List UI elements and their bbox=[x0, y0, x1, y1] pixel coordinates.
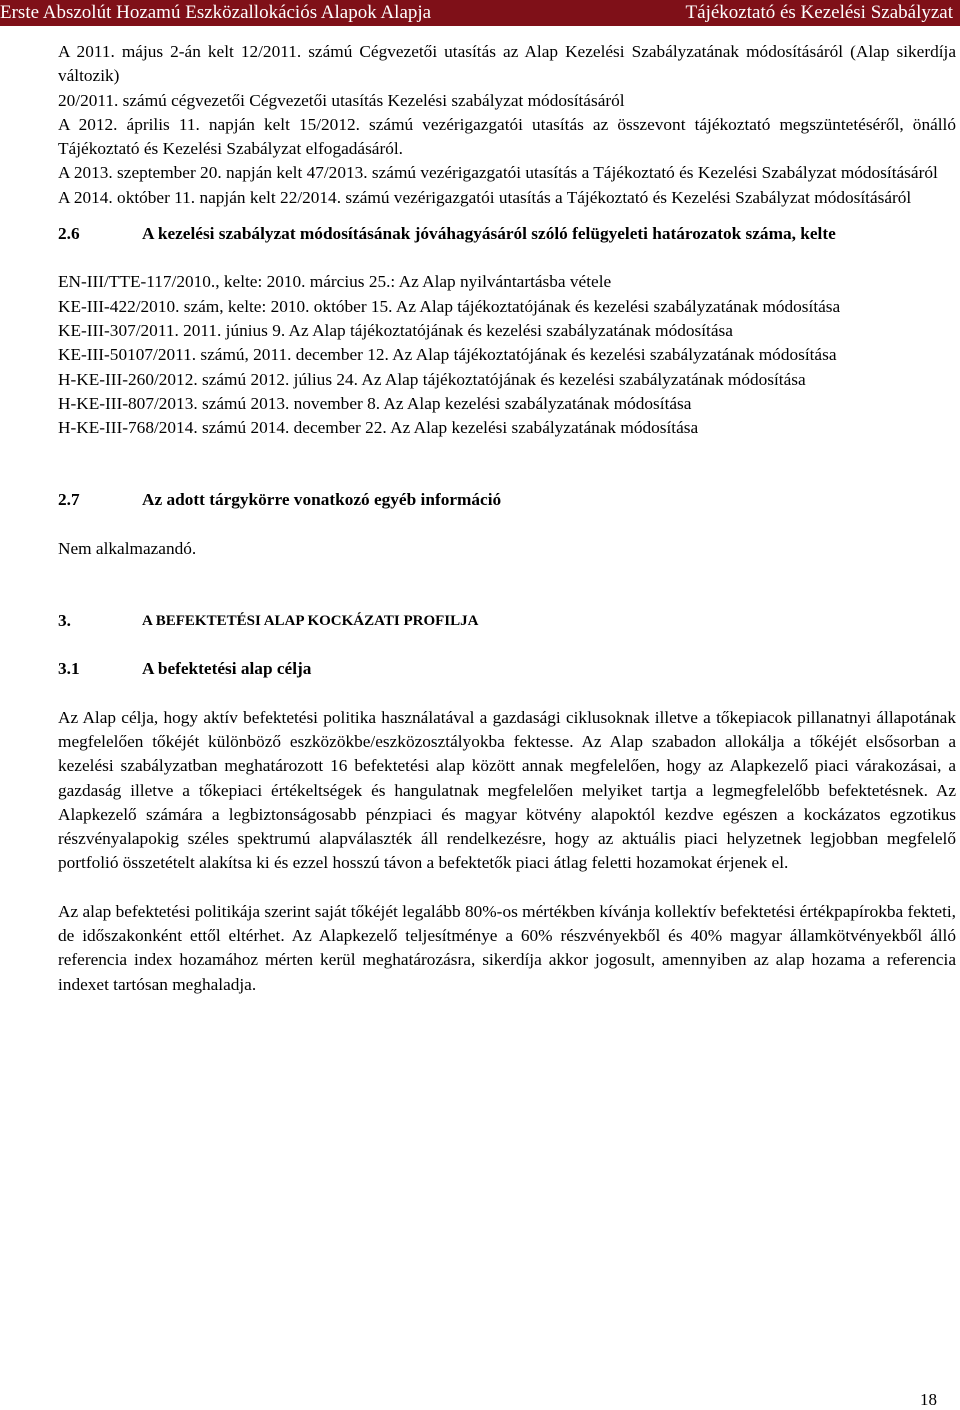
amendment-item: A 2012. április 11. napján kelt 15/2012. számú vezérigazgatói utasítás az összevont tájékoztató megszüntetéséről, önálló Tájékoztató és Kezelési Szabályzat elfogadásáról. bbox=[58, 114, 956, 159]
section-title: A befektetési alap célja bbox=[142, 659, 312, 679]
section-2-6-heading bbox=[58, 222, 956, 246]
approval-item: EN-III/TTE-117/2010., kelte: 2010. március 25.: Az Alap nyilvántartásba vétele bbox=[58, 272, 612, 292]
amendment-item: A 2011. május 2-án kelt 12/2011. számú Cégvezetői utasítás az Alap Kezelési Szabályzatának módosításáról (Alap sikerdíja változik) bbox=[58, 42, 956, 86]
paragraph: Az Alap célja, hogy aktív befektetési politika használatával a gazdasági ciklusoknak illetve a tőkepiacok pillanatnyi állapotának megfelelően tőkéjét különböző eszközökbe/eszközosztályokba fektesse. Az Alap szabadon allokálja a tőkéjét elsősorban a kezelési szabályzatban meghatározott 16 befektetési alap között annak megfelelően, hogy az Alapkezelő piaci várakozásai, a gazdaság illetve a tőkepiaci értékeltségek és hangulatnak megfelelően melyiket tartja a legmegfelelőbb befektetésnek. Az Alapkezelő számára a legbiztonságosabb pénzpiaci és magyar kötvény alapoktól kezdve egészen a kockázatos egzotikus részvényalapokig széles spektrumú alapválaszték áll rendelkezésre, hogy az aktuális piaci helyzetnek legjobban megfelelő portfolió összetételt alakítsa ki és ezzel hosszú távon a befektetők piaci átlag feletti hozamokat érjenek el. bbox=[58, 707, 956, 873]
section-number: 2.7 bbox=[58, 490, 80, 510]
section-number: 2.6 bbox=[58, 224, 80, 244]
amendment-item: 20/2011. számú cégvezetői Cégvezetői utasítás Kezelési szabályzat módosításáról bbox=[58, 90, 625, 110]
section-title: Az adott tárgykörre vonatkozó egyéb információ bbox=[142, 490, 502, 510]
amendment-item: A 2014. október 11. napján kelt 22/2014. számú vezérigazgatói utasítás a Tájékoztató és Kezelési Szabályzat módosításáról bbox=[58, 187, 912, 207]
section-number: 3. bbox=[58, 611, 71, 631]
section-title: A BEFEKTETÉSI ALAP KOCKÁZATI PROFILJA bbox=[142, 613, 479, 630]
header-doc-title: Tájékoztató és Kezelési Szabályzat bbox=[685, 2, 953, 23]
section-2-7-heading bbox=[58, 488, 956, 512]
approval-item: H-KE-III-807/2013. számú 2013. november 8. Az Alap kezelési szabályzatának módosítása bbox=[58, 393, 692, 413]
approval-decisions-list bbox=[58, 270, 956, 440]
section-3-heading bbox=[58, 609, 956, 633]
approval-item: H-KE-III-768/2014. számú 2014. december 22. Az Alap kezelési szabályzatának módosítása bbox=[58, 418, 699, 438]
section-number: 3.1 bbox=[58, 659, 80, 679]
section-title: A kezelési szabályzat módosításának jóváhagyásáról szóló felügyeleti határozatok száma, kelte bbox=[142, 224, 836, 244]
section-2-7-body: Nem alkalmazandó. bbox=[58, 538, 197, 558]
approval-item: KE-III-50107/2011. számú, 2011. december 12. Az Alap tájékoztatójának és kezelési szabályzatának módosítása bbox=[58, 345, 837, 365]
page-number: 18 bbox=[920, 1390, 937, 1409]
page-header bbox=[0, 0, 960, 26]
header-fund-name: Erste Abszolút Hozamú Eszközallokációs Alapok Alapja bbox=[0, 2, 432, 23]
section-3-1-heading bbox=[58, 657, 956, 681]
page-content bbox=[58, 40, 956, 997]
approval-item: H-KE-III-260/2012. számú 2012. július 24. Az Alap tájékoztatójának és kezelési szabályzatának módosítása bbox=[58, 369, 806, 389]
approval-item: KE-III-422/2010. szám, kelte: 2010. október 15. Az Alap tájékoztatójának és kezelési szabályzatának módosítása bbox=[58, 296, 841, 316]
amendment-item: A 2013. szeptember 20. napján kelt 47/2013. számú vezérigazgatói utasítás a Tájékoztató és Kezelési Szabályzat módosításáról bbox=[58, 163, 938, 183]
paragraph: Az alap befektetési politikája szerint saját tőkéjét legalább 80%-os mértékben kívánja kollektív befektetési értékpapírokba fekteti, de időszakonként ettől eltérhet. Az Alapkezelő teljesítménye a 60% részvényekből és 40% magyar államkötvényekből álló referencia index hozamához mérten kerül meghatározásra, sikerdíja akkor jogosult, amennyiben az alap hozama a referencia indexet tartósan meghaladja. bbox=[58, 901, 956, 994]
approval-item: KE-III-307/2011. 2011. június 9. Az Alap tájékoztatójának és kezelési szabályzatának módosítása bbox=[58, 320, 733, 340]
amendments-list bbox=[58, 40, 956, 210]
